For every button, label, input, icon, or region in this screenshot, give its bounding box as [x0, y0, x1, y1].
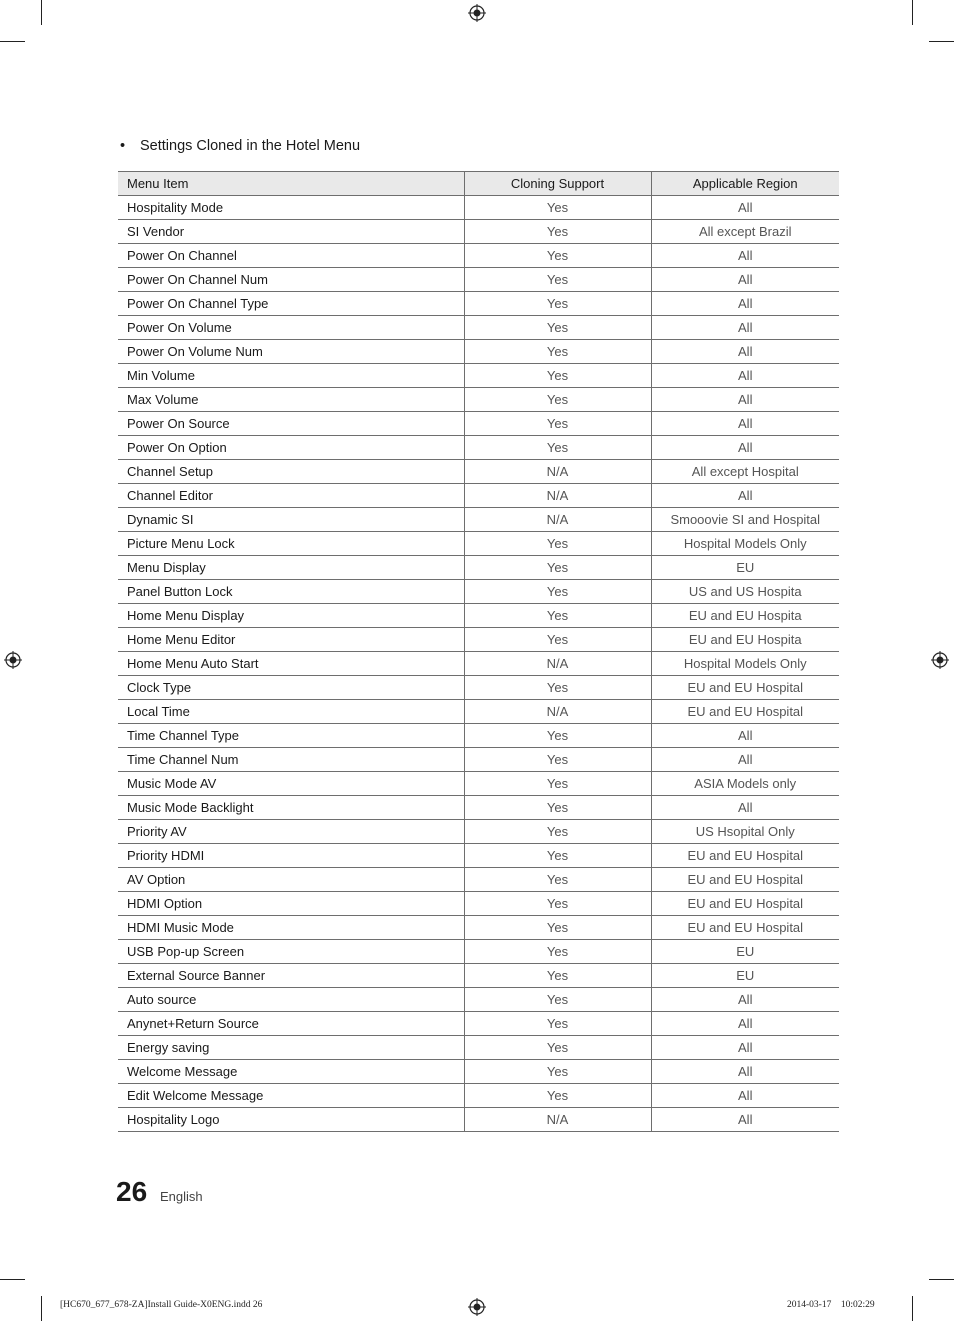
menu-item-cell: Channel Setup	[118, 460, 464, 484]
footer-timestamp: 2014-03-17 10:02:29	[787, 1300, 875, 1310]
table-row	[118, 652, 839, 676]
column-header-menu-item: Menu Item	[118, 172, 464, 196]
cloning-support-cell: N/A	[464, 460, 651, 484]
table-header-row	[118, 172, 839, 196]
menu-item-cell: Priority HDMI	[118, 844, 464, 868]
applicable-region-cell: EU and EU Hospital	[651, 676, 839, 700]
cloning-support-cell: Yes	[464, 316, 651, 340]
cloning-support-cell: Yes	[464, 1060, 651, 1084]
menu-item-cell: Panel Button Lock	[118, 580, 464, 604]
table-row	[118, 988, 839, 1012]
cloning-support-cell: Yes	[464, 388, 651, 412]
applicable-region-cell: All	[651, 364, 839, 388]
bullet-glyph: •	[120, 138, 126, 154]
table-row	[118, 556, 839, 580]
menu-item-cell: Home Menu Editor	[118, 628, 464, 652]
menu-item-cell: Power On Source	[118, 412, 464, 436]
menu-item-cell: Power On Channel	[118, 244, 464, 268]
table-row	[118, 508, 839, 532]
applicable-region-cell: All	[651, 244, 839, 268]
table-row	[118, 700, 839, 724]
cloning-support-cell: Yes	[464, 868, 651, 892]
menu-item-cell: Hospitality Logo	[118, 1108, 464, 1132]
applicable-region-cell: All except Hospital	[651, 460, 839, 484]
cloning-support-cell: Yes	[464, 1036, 651, 1060]
table-row	[118, 1036, 839, 1060]
applicable-region-cell: All	[651, 1012, 839, 1036]
table-row	[118, 388, 839, 412]
registration-crosshair-icon	[468, 4, 486, 22]
menu-item-cell: USB Pop-up Screen	[118, 940, 464, 964]
cloning-support-cell: Yes	[464, 364, 651, 388]
table-row	[118, 292, 839, 316]
cloning-support-cell: Yes	[464, 1084, 651, 1108]
registration-crosshair-icon	[4, 651, 22, 669]
cloning-support-cell: Yes	[464, 340, 651, 364]
applicable-region-cell: All	[651, 196, 839, 220]
applicable-region-cell: All except Brazil	[651, 220, 839, 244]
applicable-region-cell: All	[651, 1084, 839, 1108]
cloning-support-cell: N/A	[464, 484, 651, 508]
applicable-region-cell: All	[651, 484, 839, 508]
table-row	[118, 868, 839, 892]
table-row	[118, 532, 839, 556]
applicable-region-cell: All	[651, 1036, 839, 1060]
applicable-region-cell: EU and EU Hospital	[651, 844, 839, 868]
applicable-region-cell: All	[651, 412, 839, 436]
applicable-region-cell: All	[651, 292, 839, 316]
menu-item-cell: Power On Channel Num	[118, 268, 464, 292]
table-row	[118, 916, 839, 940]
section-heading	[120, 138, 360, 154]
cloning-support-cell: Yes	[464, 292, 651, 316]
table-row	[118, 604, 839, 628]
applicable-region-cell: All	[651, 316, 839, 340]
menu-item-cell: AV Option	[118, 868, 464, 892]
menu-item-cell: Picture Menu Lock	[118, 532, 464, 556]
menu-item-cell: Hospitality Mode	[118, 196, 464, 220]
cloning-support-cell: Yes	[464, 988, 651, 1012]
applicable-region-cell: All	[651, 988, 839, 1012]
applicable-region-cell: All	[651, 340, 839, 364]
table-row	[118, 460, 839, 484]
page-number: 26	[116, 1176, 148, 1207]
crop-mark-bottom-left-vertical	[41, 1296, 42, 1321]
applicable-region-cell: All	[651, 748, 839, 772]
menu-item-cell: Energy saving	[118, 1036, 464, 1060]
table-row	[118, 676, 839, 700]
applicable-region-cell: US and US Hospita	[651, 580, 839, 604]
cloning-support-cell: Yes	[464, 268, 651, 292]
cloning-support-cell: Yes	[464, 892, 651, 916]
table-row	[118, 220, 839, 244]
menu-item-cell: Auto source	[118, 988, 464, 1012]
applicable-region-cell: All	[651, 1108, 839, 1132]
applicable-region-cell: EU and EU Hospital	[651, 700, 839, 724]
table-row	[118, 1084, 839, 1108]
cloning-support-cell: Yes	[464, 916, 651, 940]
menu-item-cell: Max Volume	[118, 388, 464, 412]
applicable-region-cell: EU	[651, 940, 839, 964]
cloning-support-cell: Yes	[464, 412, 651, 436]
menu-item-cell: Power On Channel Type	[118, 292, 464, 316]
crop-mark-top-right-horizontal	[929, 41, 954, 42]
cloning-support-cell: Yes	[464, 820, 651, 844]
table-row	[118, 748, 839, 772]
footer-file-name: [HC670_677_678-ZA]Install Guide-X0ENG.indd 26	[60, 1300, 263, 1310]
menu-item-cell: Min Volume	[118, 364, 464, 388]
menu-item-cell: Time Channel Num	[118, 748, 464, 772]
cloning-support-cell: Yes	[464, 1012, 651, 1036]
menu-item-cell: Channel Editor	[118, 484, 464, 508]
applicable-region-cell: All	[651, 796, 839, 820]
crop-mark-top-right-vertical	[912, 0, 913, 25]
table-row	[118, 1108, 839, 1132]
cloning-support-cell: Yes	[464, 436, 651, 460]
registration-crosshair-icon	[468, 1298, 486, 1316]
registration-crosshair-icon	[931, 651, 949, 669]
crop-mark-bottom-right-vertical	[912, 1296, 913, 1321]
section-title-text: Settings Cloned in the Hotel Menu	[140, 138, 361, 154]
table-row	[118, 1012, 839, 1036]
crop-mark-top-left-horizontal	[0, 41, 25, 42]
table-row	[118, 796, 839, 820]
menu-item-cell: Welcome Message	[118, 1060, 464, 1084]
menu-item-cell: Music Mode Backlight	[118, 796, 464, 820]
table-row	[118, 964, 839, 988]
menu-item-cell: External Source Banner	[118, 964, 464, 988]
table-row	[118, 580, 839, 604]
cloning-support-cell: Yes	[464, 604, 651, 628]
cloning-support-cell: Yes	[464, 556, 651, 580]
applicable-region-cell: EU and EU Hospital	[651, 916, 839, 940]
column-header-applicable-region: Applicable Region	[651, 172, 839, 196]
cloning-support-cell: Yes	[464, 724, 651, 748]
table-row	[118, 364, 839, 388]
menu-item-cell: Home Menu Auto Start	[118, 652, 464, 676]
table-row	[118, 412, 839, 436]
table-row	[118, 940, 839, 964]
cloning-support-cell: Yes	[464, 676, 651, 700]
applicable-region-cell: All	[651, 1060, 839, 1084]
table-row	[118, 724, 839, 748]
table-row	[118, 316, 839, 340]
menu-item-cell: HDMI Option	[118, 892, 464, 916]
table-row	[118, 844, 839, 868]
applicable-region-cell: Hospital Models Only	[651, 532, 839, 556]
crop-mark-bottom-left-horizontal	[0, 1279, 25, 1280]
table-row	[118, 196, 839, 220]
cloned-settings-table	[118, 171, 839, 1132]
menu-item-cell: HDMI Music Mode	[118, 916, 464, 940]
applicable-region-cell: EU and EU Hospita	[651, 628, 839, 652]
menu-item-cell: Anynet+Return Source	[118, 1012, 464, 1036]
crop-mark-top-left-vertical	[41, 0, 42, 25]
menu-item-cell: Dynamic SI	[118, 508, 464, 532]
cloning-support-cell: Yes	[464, 244, 651, 268]
applicable-region-cell: EU	[651, 964, 839, 988]
cloning-support-cell: N/A	[464, 652, 651, 676]
cloning-support-cell: Yes	[464, 940, 651, 964]
cloning-support-cell: Yes	[464, 844, 651, 868]
cloning-support-cell: Yes	[464, 532, 651, 556]
cloning-support-cell: Yes	[464, 628, 651, 652]
cloning-support-cell: N/A	[464, 508, 651, 532]
table-row	[118, 340, 839, 364]
cloning-support-cell: Yes	[464, 772, 651, 796]
column-header-cloning-support: Cloning Support	[464, 172, 651, 196]
table-row	[118, 628, 839, 652]
applicable-region-cell: Hospital Models Only	[651, 652, 839, 676]
table-row	[118, 892, 839, 916]
menu-item-cell: Priority AV	[118, 820, 464, 844]
table-row	[118, 772, 839, 796]
cloning-support-cell: Yes	[464, 964, 651, 988]
table-row	[118, 244, 839, 268]
applicable-region-cell: All	[651, 388, 839, 412]
table-row	[118, 268, 839, 292]
menu-item-cell: Local Time	[118, 700, 464, 724]
cloning-support-cell: Yes	[464, 796, 651, 820]
cloning-support-cell: Yes	[464, 748, 651, 772]
applicable-region-cell: EU and EU Hospita	[651, 604, 839, 628]
applicable-region-cell: Smooovie SI and Hospital	[651, 508, 839, 532]
menu-item-cell: Power On Option	[118, 436, 464, 460]
table-row	[118, 1060, 839, 1084]
menu-item-cell: Home Menu Display	[118, 604, 464, 628]
applicable-region-cell: EU	[651, 556, 839, 580]
table-row	[118, 436, 839, 460]
cloning-support-cell: Yes	[464, 196, 651, 220]
cloning-support-cell: N/A	[464, 1108, 651, 1132]
applicable-region-cell: ASIA Models only	[651, 772, 839, 796]
cloning-support-cell: N/A	[464, 700, 651, 724]
applicable-region-cell: All	[651, 724, 839, 748]
page-language: English	[160, 1189, 203, 1204]
menu-item-cell: Edit Welcome Message	[118, 1084, 464, 1108]
applicable-region-cell: EU and EU Hospital	[651, 868, 839, 892]
menu-item-cell: SI Vendor	[118, 220, 464, 244]
table-body	[118, 196, 839, 1132]
menu-item-cell: Menu Display	[118, 556, 464, 580]
cloning-support-cell: Yes	[464, 580, 651, 604]
menu-item-cell: Music Mode AV	[118, 772, 464, 796]
menu-item-cell: Power On Volume Num	[118, 340, 464, 364]
table-row	[118, 820, 839, 844]
table-row	[118, 484, 839, 508]
applicable-region-cell: All	[651, 268, 839, 292]
cloning-support-cell: Yes	[464, 220, 651, 244]
applicable-region-cell: All	[651, 436, 839, 460]
menu-item-cell: Time Channel Type	[118, 724, 464, 748]
applicable-region-cell: US Hsopital Only	[651, 820, 839, 844]
crop-mark-bottom-right-horizontal	[929, 1279, 954, 1280]
menu-item-cell: Clock Type	[118, 676, 464, 700]
menu-item-cell: Power On Volume	[118, 316, 464, 340]
applicable-region-cell: EU and EU Hospital	[651, 892, 839, 916]
